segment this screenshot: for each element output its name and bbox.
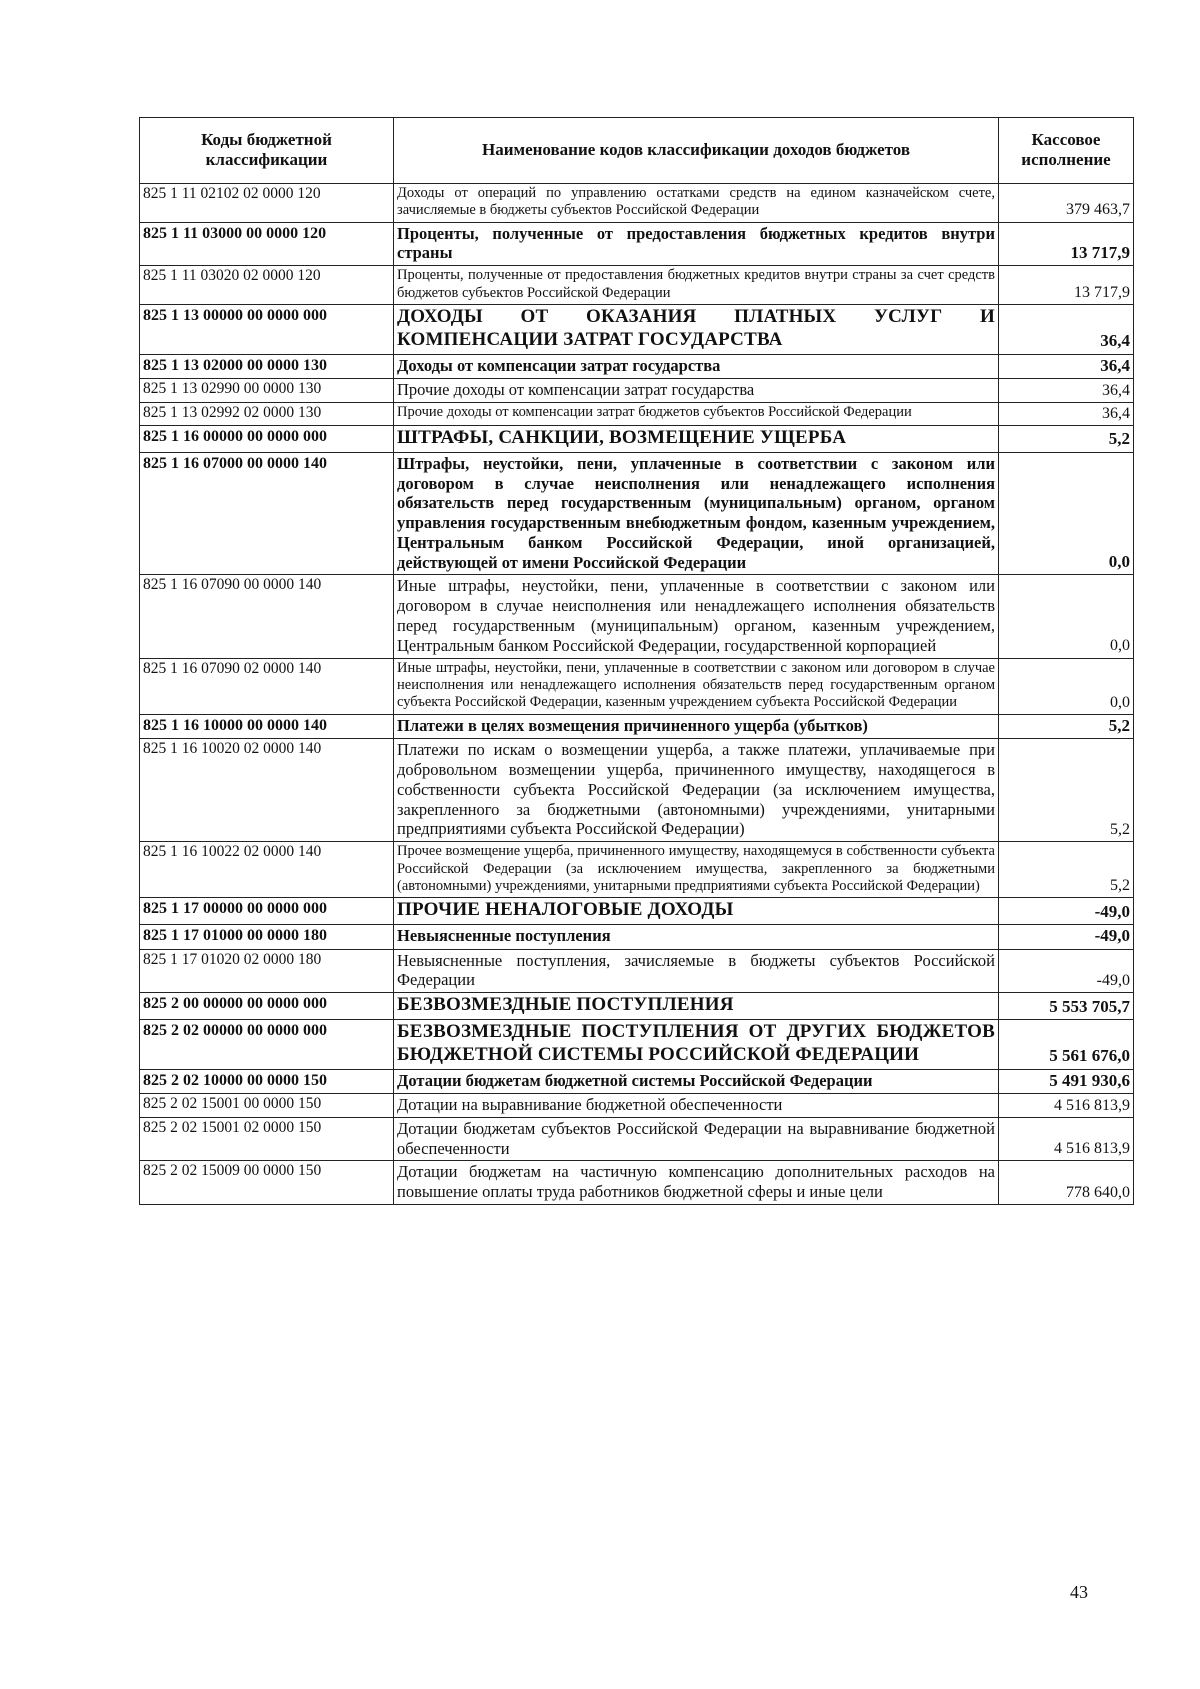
table-row: [140, 714, 1134, 738]
table-row: [140, 842, 1134, 898]
code-cell: 825 1 11 03020 02 0000 120: [140, 266, 394, 305]
value-cell: 36,4: [999, 378, 1134, 402]
value-cell: 778 640,0: [999, 1161, 1134, 1205]
table-row: [140, 354, 1134, 378]
name-cell: Иные штрафы, неустойки, пени, уплаченные в соответствии с законом или договором в случае неисполнения или ненадлежащего исполнения обязательств перед государственным органом субъекта Российской Федерации, казенным учреждением субъекта Российской Федерации: [394, 658, 999, 714]
table-row: [140, 898, 1134, 925]
name-cell: Штрафы, неустойки, пени, уплаченные в соответствии с законом или договором в случае неисполнения или ненадлежащего исполнения обязательств перед государственным (муниципальным) органом, органом управления государственным внебюджетным фондом, казенным учреждением, Центральным банком Российской Федерации, иной организацией, действующей от имени Российской Федерации: [394, 452, 999, 575]
table-row: [140, 739, 1134, 842]
code-cell: 825 1 16 10020 02 0000 140: [140, 739, 394, 842]
code-cell: 825 1 16 07090 00 0000 140: [140, 575, 394, 658]
value-cell: -49,0: [999, 925, 1134, 949]
name-cell: Проценты, полученные от предоставления бюджетных кредитов внутри страны: [394, 222, 999, 266]
name-cell: Доходы от компенсации затрат государства: [394, 354, 999, 378]
table-row: [140, 1117, 1134, 1161]
table-row: [140, 1069, 1134, 1093]
code-cell: 825 1 13 02990 00 0000 130: [140, 378, 394, 402]
value-cell: 0,0: [999, 658, 1134, 714]
value-cell: 13 717,9: [999, 222, 1134, 266]
code-cell: 825 1 13 02000 00 0000 130: [140, 354, 394, 378]
code-cell: 825 1 17 00000 00 0000 000: [140, 898, 394, 925]
value-cell: 0,0: [999, 575, 1134, 658]
table-row: [140, 575, 1134, 658]
table-row: [140, 452, 1134, 575]
header-name: Наименование кодов классификации доходов бюджетов: [394, 118, 999, 184]
name-cell: Проценты, полученные от предоставления бюджетных кредитов внутри страны за счет средств бюджетов субъектов Российской Федерации: [394, 266, 999, 305]
name-cell: ШТРАФЫ, САНКЦИИ, ВОЗМЕЩЕНИЕ УЩЕРБА: [394, 425, 999, 452]
name-cell: Платежи по искам о возмещении ущерба, а также платежи, уплачиваемые при добровольном возмещении ущерба, причиненного имуществу, находящегося в собственности субъекта Российской Федерации (за исключением имущества, закрепленного за бюджетными (автономными) учреждениями, унитарными предприятиями субъекта Российской Федерации): [394, 739, 999, 842]
value-cell: 4 516 813,9: [999, 1093, 1134, 1117]
name-cell: Доходы от операций по управлению остатками средств на едином казначейском счете, зачисляемые в бюджеты субъектов Российской Федерации: [394, 183, 999, 222]
value-cell: 5 561 676,0: [999, 1019, 1134, 1069]
name-cell: БЕЗВОЗМЕЗДНЫЕ ПОСТУПЛЕНИЯ ОТ ДРУГИХ БЮДЖЕТОВ БЮДЖЕТНОЙ СИСТЕМЫ РОССИЙСКОЙ ФЕДЕРАЦИИ: [394, 1019, 999, 1069]
table-row: [140, 1161, 1134, 1205]
page-number: 43: [1070, 1582, 1088, 1602]
table-row: [140, 183, 1134, 222]
budget-revenue-table: [139, 117, 1134, 1205]
table-row: [140, 222, 1134, 266]
value-cell: 13 717,9: [999, 266, 1134, 305]
table-row: [140, 304, 1134, 354]
code-cell: 825 2 02 15001 00 0000 150: [140, 1093, 394, 1117]
table-row: [140, 658, 1134, 714]
value-cell: -49,0: [999, 949, 1134, 993]
code-cell: 825 2 02 15001 02 0000 150: [140, 1117, 394, 1161]
table-row: [140, 925, 1134, 949]
table-row: [140, 949, 1134, 993]
code-cell: 825 1 11 03000 00 0000 120: [140, 222, 394, 266]
code-cell: 825 2 02 10000 00 0000 150: [140, 1069, 394, 1093]
value-cell: 5,2: [999, 714, 1134, 738]
code-cell: 825 1 13 02992 02 0000 130: [140, 402, 394, 425]
name-cell: Прочее возмещение ущерба, причиненного имуществу, находящемуся в собственности субъекта Российской Федерации (за исключением имущества, закрепленного за бюджетными (автономными) учреждениями, унитарными предприятиями субъекта Российской Федерации): [394, 842, 999, 898]
table-row: [140, 1019, 1134, 1069]
table-body: [140, 183, 1134, 1204]
name-cell: Невыясненные поступления, зачисляемые в бюджеты субъектов Российской Федерации: [394, 949, 999, 993]
name-cell: Дотации на выравнивание бюджетной обеспеченности: [394, 1093, 999, 1117]
value-cell: 36,4: [999, 354, 1134, 378]
code-cell: 825 2 00 00000 00 0000 000: [140, 993, 394, 1020]
code-cell: 825 1 16 07000 00 0000 140: [140, 452, 394, 575]
code-cell: 825 1 16 00000 00 0000 000: [140, 425, 394, 452]
name-cell: Дотации бюджетам бюджетной системы Российской Федерации: [394, 1069, 999, 1093]
name-cell: ДОХОДЫ ОТ ОКАЗАНИЯ ПЛАТНЫХ УСЛУГ И КОМПЕНСАЦИИ ЗАТРАТ ГОСУДАРСТВА: [394, 304, 999, 354]
name-cell: Иные штрафы, неустойки, пени, уплаченные в соответствии с законом или договором в случае неисполнения или ненадлежащего исполнения обязательств перед государственным (муниципальным) органом, казенным учреждением, Центральным банком Российской Федерации, государственной корпорацией: [394, 575, 999, 658]
table-row: [140, 425, 1134, 452]
table-header-row: [140, 118, 1134, 184]
value-cell: 5,2: [999, 425, 1134, 452]
header-value: Кассовое исполнение: [999, 118, 1134, 184]
value-cell: -49,0: [999, 898, 1134, 925]
name-cell: Платежи в целях возмещения причиненного ущерба (убытков): [394, 714, 999, 738]
name-cell: ПРОЧИЕ НЕНАЛОГОВЫЕ ДОХОДЫ: [394, 898, 999, 925]
value-cell: 0,0: [999, 452, 1134, 575]
name-cell: Прочие доходы от компенсации затрат государства: [394, 378, 999, 402]
code-cell: 825 1 16 10022 02 0000 140: [140, 842, 394, 898]
value-cell: 379 463,7: [999, 183, 1134, 222]
value-cell: 5,2: [999, 739, 1134, 842]
value-cell: 4 516 813,9: [999, 1117, 1134, 1161]
code-cell: 825 1 16 07090 02 0000 140: [140, 658, 394, 714]
code-cell: 825 2 02 15009 00 0000 150: [140, 1161, 394, 1205]
name-cell: Прочие доходы от компенсации затрат бюджетов субъектов Российской Федерации: [394, 402, 999, 425]
value-cell: 36,4: [999, 402, 1134, 425]
code-cell: 825 1 17 01000 00 0000 180: [140, 925, 394, 949]
name-cell: БЕЗВОЗМЕЗДНЫЕ ПОСТУПЛЕНИЯ: [394, 993, 999, 1020]
value-cell: 5,2: [999, 842, 1134, 898]
code-cell: 825 2 02 00000 00 0000 000: [140, 1019, 394, 1069]
header-code: Коды бюджетной классификации: [140, 118, 394, 184]
table-row: [140, 1093, 1134, 1117]
name-cell: Дотации бюджетам субъектов Российской Федерации на выравнивание бюджетной обеспеченности: [394, 1117, 999, 1161]
table-row: [140, 993, 1134, 1020]
code-cell: 825 1 16 10000 00 0000 140: [140, 714, 394, 738]
name-cell: Дотации бюджетам на частичную компенсацию дополнительных расходов на повышение оплаты труда работников бюджетной сферы и иные цели: [394, 1161, 999, 1205]
value-cell: 36,4: [999, 304, 1134, 354]
table-row: [140, 378, 1134, 402]
table-row: [140, 266, 1134, 305]
name-cell: Невыясненные поступления: [394, 925, 999, 949]
value-cell: 5 491 930,6: [999, 1069, 1134, 1093]
table-row: [140, 402, 1134, 425]
code-cell: 825 1 13 00000 00 0000 000: [140, 304, 394, 354]
code-cell: 825 1 11 02102 02 0000 120: [140, 183, 394, 222]
value-cell: 5 553 705,7: [999, 993, 1134, 1020]
code-cell: 825 1 17 01020 02 0000 180: [140, 949, 394, 993]
